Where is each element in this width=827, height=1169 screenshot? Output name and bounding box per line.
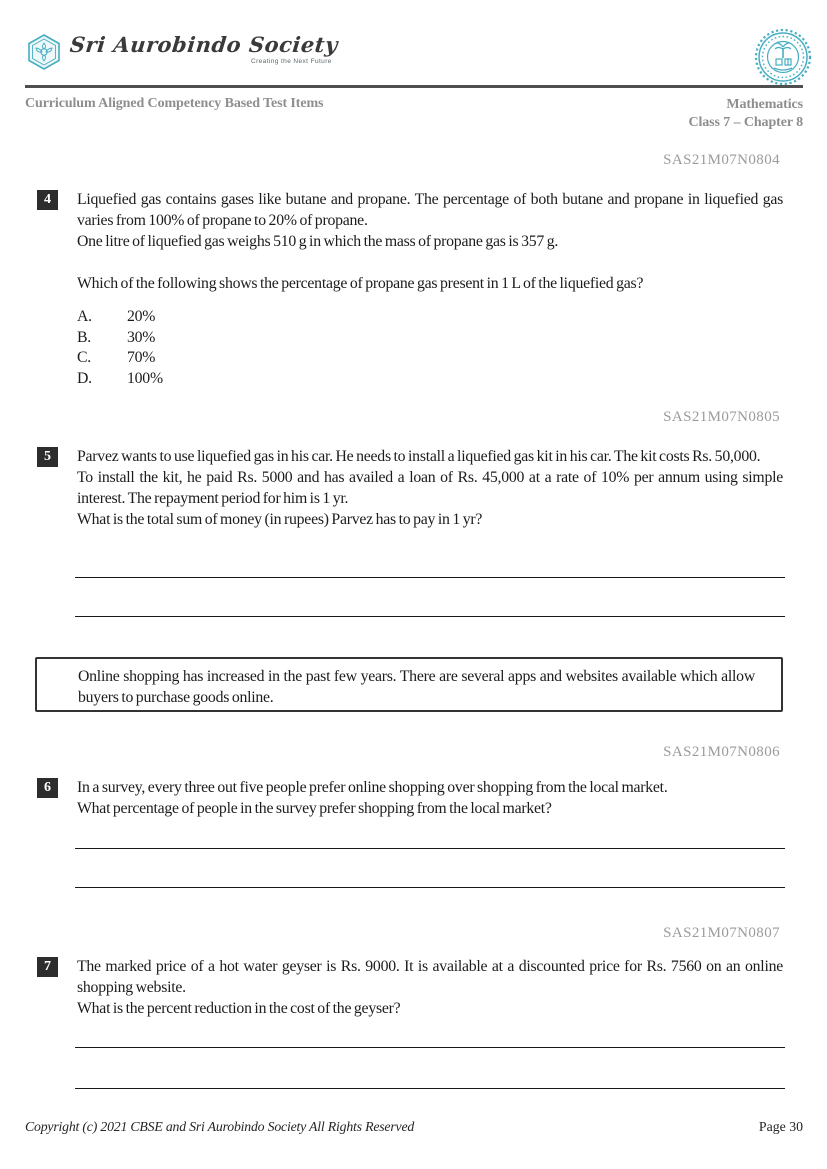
subject-label: Mathematics [726, 97, 803, 112]
answer-line [75, 848, 785, 849]
question-6 [37, 777, 783, 819]
question-6-prompt: What percentage of people in the survey prefer shopping from the local market? [77, 800, 552, 817]
option-a [77, 307, 783, 328]
logo-wordmark: Sri Aurobindo Society [68, 32, 340, 57]
document-title: Curriculum Aligned Competency Based Test Items [25, 96, 324, 111]
question-7-prompt: What is the percent reduction in the cost of the geyser? [77, 1000, 401, 1017]
question-7-number: 7 [37, 957, 58, 977]
question-5-paragraph: To install the kit, he paid Rs. 5000 and has availed a loan of Rs. 45,000 at a rate of 10% per annum using simple interest. The repayment period for him is 1 yr. [77, 469, 783, 507]
question-4-paragraph: One litre of liquefied gas weighs 510 g in which the mass of propane gas is 357 g. [77, 233, 559, 250]
question-6-number: 6 [37, 778, 58, 798]
question-4-options [77, 307, 783, 389]
page-number: Page 30 [758, 1119, 803, 1134]
question-5-prompt: What is the total sum of money (in rupees) Parvez has to pay in 1 yr? [77, 511, 483, 528]
context-box-text: Online shopping has increased in the past few years. There are several apps and websites available which allow buyers to purchase goods online. [78, 668, 755, 706]
question-5-paragraph: Parvez wants to use liquefied gas in his car. He needs to install a liquefied gas kit in his car. The kit costs Rs. 50,000. [77, 448, 761, 465]
question-6-paragraph: In a survey, every three out five people prefer online shopping over shopping from the local market. [77, 779, 668, 796]
option-c-letter: C. [77, 349, 91, 367]
option-c-text: 70% [127, 349, 156, 367]
option-d-letter: D. [77, 369, 92, 387]
question-4 [37, 189, 783, 389]
copyright-text: Copyright (c) 2021 CBSE and Sri Aurobindo Society All Rights Reserved [25, 1119, 415, 1134]
answer-line [75, 577, 785, 578]
sas-hexagon-icon [25, 33, 63, 71]
logo-tagline: Creating the Next Future [251, 58, 332, 65]
sas-logo [25, 33, 338, 71]
question-4-paragraph: Liquefied gas contains gases like butane and propane. The percentage of both butane and propane in liquefied gas varies from 100% of propane to 20% of propane. [77, 191, 783, 229]
question-4-number: 4 [37, 190, 58, 210]
question-4-prompt: Which of the following shows the percentage of propane gas present in 1 L of the liquefied gas? [77, 275, 644, 292]
question-id-6: SAS21M07N0806 [663, 744, 780, 760]
question-id-5: SAS21M07N0805 [663, 409, 780, 425]
school-seal-emblem [754, 28, 812, 86]
question-7 [37, 956, 783, 1019]
option-b-letter: B. [77, 328, 91, 346]
question-5 [37, 446, 783, 530]
answer-line [75, 616, 785, 617]
option-d-text: 100% [127, 369, 163, 387]
question-5-number: 5 [37, 447, 58, 467]
header-divider [25, 85, 803, 88]
question-id-7: SAS21M07N0807 [663, 925, 780, 941]
question-id-4: SAS21M07N0804 [663, 152, 780, 168]
option-b-text: 30% [127, 328, 156, 346]
question-7-paragraph: The marked price of a hot water geyser is Rs. 9000. It is available at a discounted price for Rs. 7560 on an online shopping website. [77, 958, 783, 996]
option-a-letter: A. [77, 308, 92, 325]
context-box [35, 657, 783, 712]
option-a-text: 20% [127, 308, 156, 325]
option-b [77, 328, 783, 349]
class-chapter-label: Class 7 – Chapter 8 [688, 114, 803, 130]
answer-line [75, 887, 785, 888]
answer-line [75, 1047, 785, 1048]
answer-line [75, 1088, 785, 1089]
option-c [77, 348, 783, 369]
option-d [77, 369, 783, 390]
